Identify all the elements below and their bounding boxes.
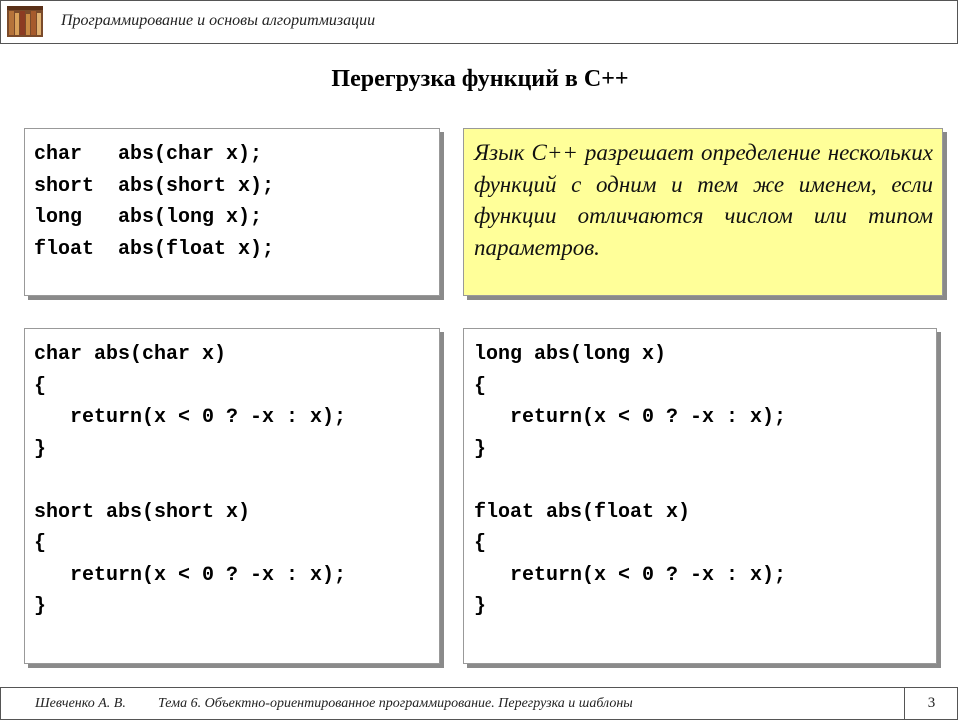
- declarations-code: char abs(char x); short abs(short x); long abs(long x); float abs(float x);: [34, 143, 275, 261]
- code-right: long abs(long x) { return(x < 0 ? -x : x); } float abs(float x) { return(x < 0 ? -x : x); }: [474, 343, 787, 618]
- code-box-right: [463, 328, 937, 664]
- slide-footer: [0, 687, 958, 720]
- slide-title: Перегрузка функций в С++: [331, 66, 629, 92]
- note-box: [463, 128, 943, 296]
- note-text: Язык С++ разрешает определение нескольких функций с одним и тем же именем, если функции отличаются числом или типом параметров.: [474, 140, 933, 260]
- code-box-left: [24, 328, 440, 664]
- books-icon: [6, 5, 44, 39]
- declarations-box: [24, 128, 440, 296]
- footer-topic: Тема 6. Объектно-ориентированное программирование. Перегрузка и шаблоны: [158, 696, 633, 711]
- slide-header: [0, 0, 958, 44]
- course-title: Программирование и основы алгоритмизации: [61, 12, 376, 29]
- footer-author: Шевченко А. В.: [35, 696, 126, 711]
- code-left: char abs(char x) { return(x < 0 ? -x : x); } short abs(short x) { return(x < 0 ? -x : x); }: [34, 343, 347, 618]
- page-number: 3: [927, 695, 936, 711]
